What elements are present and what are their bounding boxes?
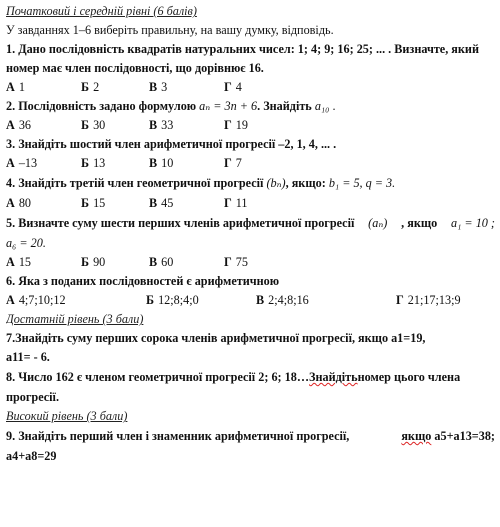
option-a[interactable]: А 80	[6, 196, 31, 211]
question-2: 2. Послідовність задано формулою aₙ = 3n + 6 . Знайдіть a₁₀ .	[6, 99, 336, 114]
option-c[interactable]: В 33	[149, 118, 174, 133]
question-1-line-1	[6, 40, 495, 59]
question-1-line-2	[6, 59, 495, 78]
spellcheck-word: якщо	[401, 429, 432, 444]
option-c[interactable]: В 10	[149, 156, 174, 171]
question-7-line-1: 7.Знайдіть суму перших сорока членів арифметичної прогресії, якщо a1=19,	[6, 331, 426, 346]
section-heading-sufficient: Достатній рівень (3 бали)	[6, 312, 144, 327]
option-d[interactable]: Г 4	[224, 80, 242, 95]
option-a[interactable]: А 15	[6, 255, 31, 270]
question-5-line-2	[6, 234, 495, 253]
question-2-options	[6, 116, 495, 135]
option-b[interactable]: Б 12;8;4;0	[146, 293, 199, 308]
question-5-line-1: 5. Визначте суму шести перших членів арифметичної прогресії (aₙ) , якщо a₁ = 10 ;	[6, 216, 495, 231]
option-d[interactable]: Г 21;17;13;9	[396, 293, 461, 308]
target-term: a₁₀	[314, 99, 330, 114]
question-9-line-1: 9. Знайдіть перший член і знаменник арифметичної прогресії, якщо a5+a13=38;	[6, 429, 495, 444]
option-d[interactable]: Г 75	[224, 255, 248, 270]
option-d[interactable]: Г 19	[224, 118, 248, 133]
question-3-options	[6, 154, 495, 173]
option-b[interactable]: Б 13	[81, 156, 106, 171]
section-heading-basic: Початковий і середній рівні (6 балів)	[6, 4, 197, 19]
option-a[interactable]: А 36	[6, 118, 31, 133]
given-a1: a₁ = 10 ;	[451, 216, 495, 231]
question-1-text-cont: номер має член послідовності, що дорівнює 16.	[6, 61, 264, 76]
option-a[interactable]: А 4;7;10;12	[6, 293, 66, 308]
option-c[interactable]: В 45	[149, 196, 174, 211]
question-1-options	[6, 78, 495, 97]
option-b[interactable]: Б 30	[81, 118, 106, 133]
option-a[interactable]: А –13	[6, 156, 38, 171]
given-values: b₁ = 5, q = 3.	[328, 176, 396, 191]
option-b[interactable]: Б 90	[81, 255, 106, 270]
question-8-line-1: 8. Число 162 є членом геометричної прогресії 2; 6; 18… Знайдіть номер цього члена	[6, 370, 461, 385]
instructions: У завданнях 1–6 виберіть правильну, на вашу думку, відповідь.	[6, 23, 334, 38]
option-b[interactable]: Б 2	[81, 80, 100, 95]
sequence-symbol: (bₙ)	[266, 176, 286, 191]
question-9-line-2: a4+a8=29	[6, 449, 57, 464]
question-6-options	[6, 291, 495, 310]
question-7-line-2: a11= - 6.	[6, 350, 50, 365]
option-d[interactable]: Г 7	[224, 156, 242, 171]
question-8-line-2: прогресії.	[6, 390, 59, 405]
option-c[interactable]: В 3	[149, 80, 168, 95]
option-b[interactable]: Б 15	[81, 196, 106, 211]
question-5-options	[6, 253, 495, 272]
spellcheck-word: Знайдіть	[309, 370, 358, 385]
question-4: 4. Знайдіть третій член геометричної прогресії (bₙ) , якщо: b₁ = 5, q = 3.	[6, 176, 396, 191]
option-a[interactable]: А 1	[6, 80, 25, 95]
question-4-options	[6, 194, 495, 213]
question-6: 6. Яка з поданих послідовностей є арифметичною	[6, 274, 280, 289]
given-a6: a₆ = 20.	[6, 236, 46, 251]
question-1-text: 1. Дано послідовність квадратів натуральних чисел: 1; 4; 9; 16; 25; ... . Визначте, який	[6, 42, 479, 57]
option-c[interactable]: В 2;4;8;16	[256, 293, 309, 308]
option-c[interactable]: В 60	[149, 255, 174, 270]
question-3: 3. Знайдіть шостий член арифметичної прогресії –2, 1, 4, ... .	[6, 137, 337, 152]
section-heading-high: Високий рівень (3 бали)	[6, 409, 128, 424]
formula: aₙ = 3n + 6	[199, 99, 258, 114]
sequence-symbol: (aₙ)	[368, 216, 388, 231]
option-d[interactable]: Г 11	[224, 196, 248, 211]
